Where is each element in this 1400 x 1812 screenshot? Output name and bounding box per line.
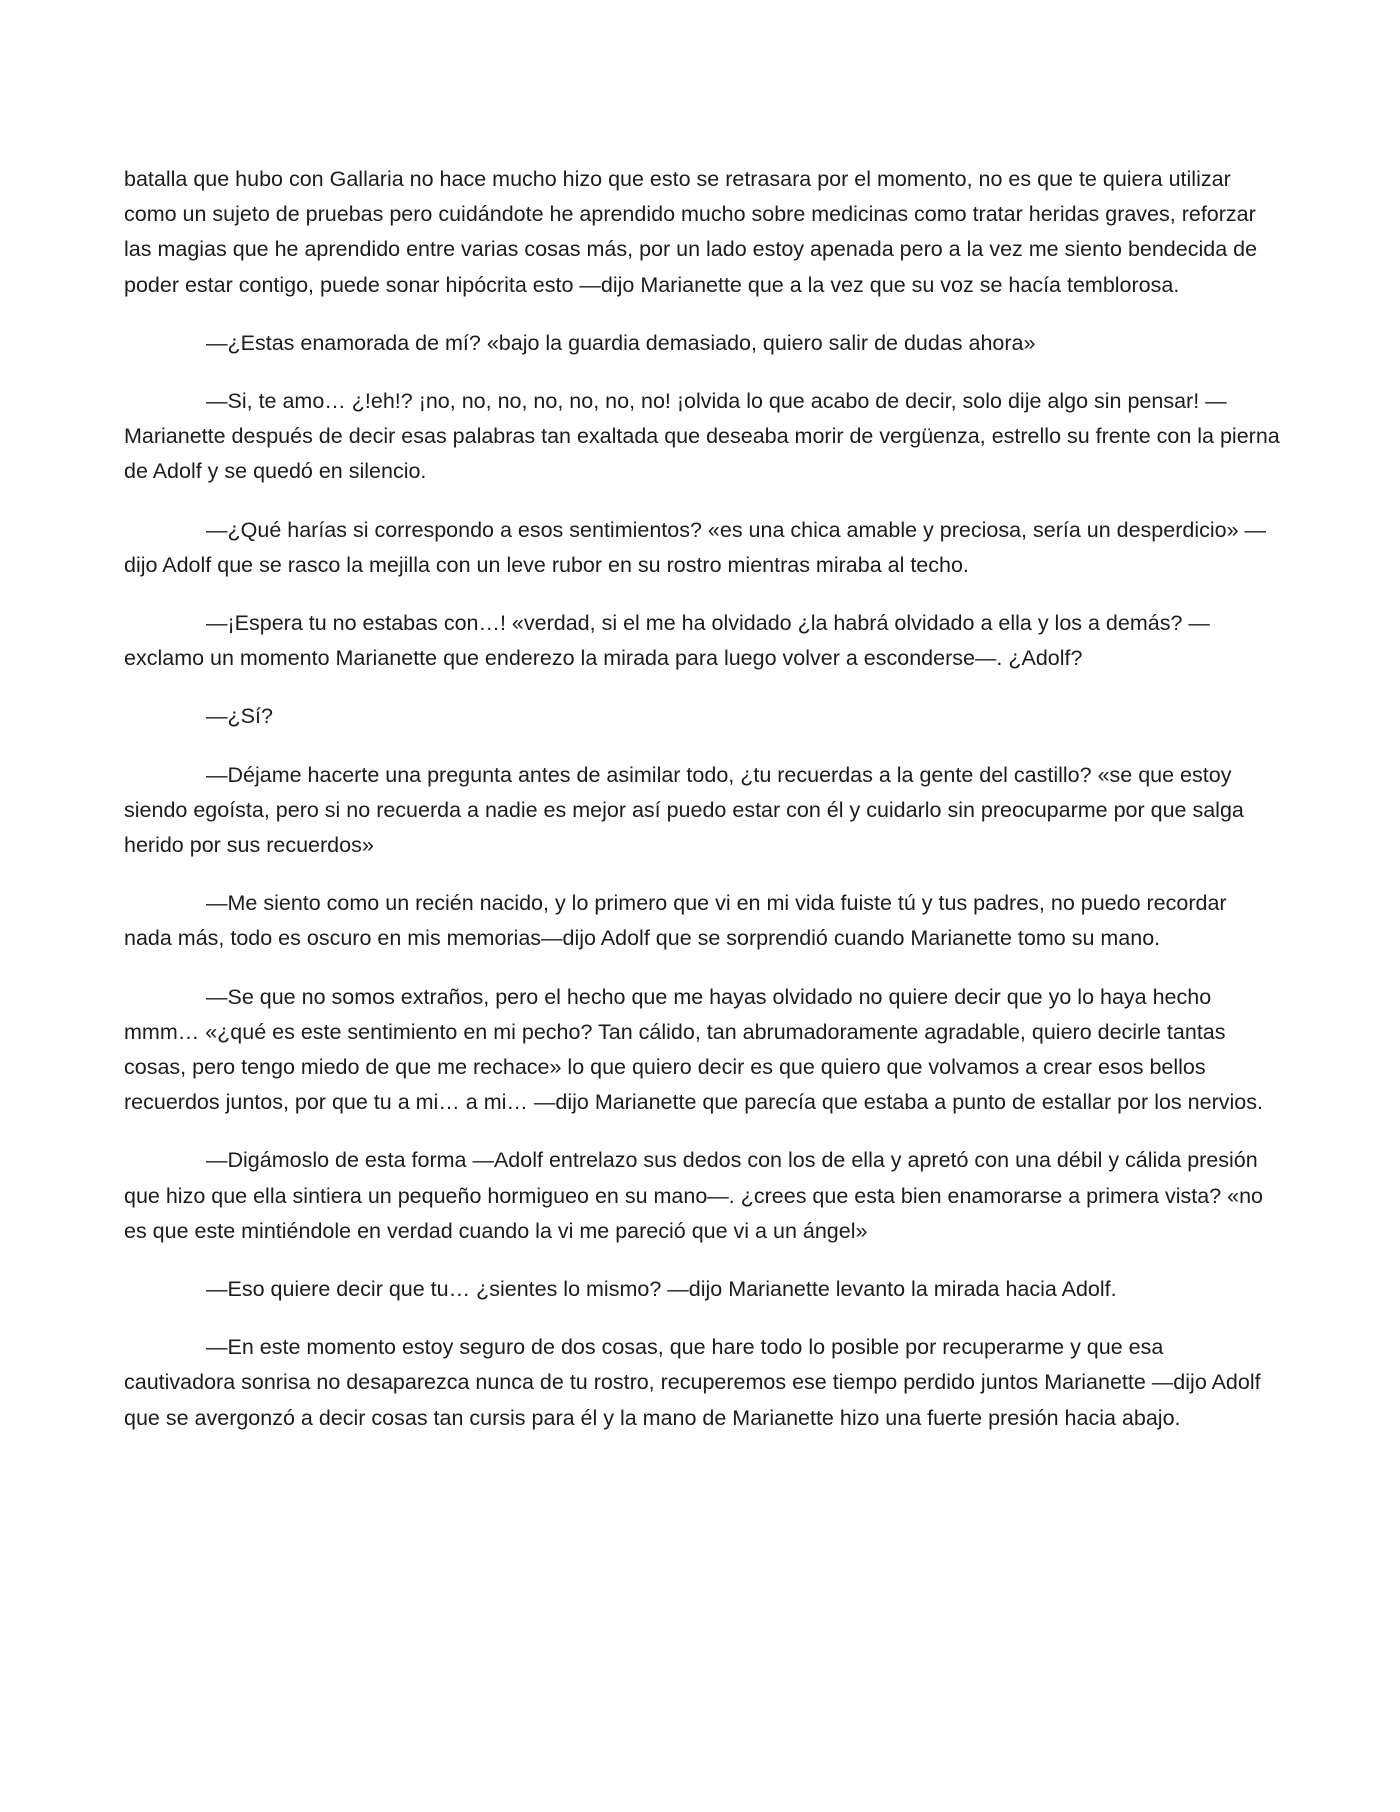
paragraph-2: —¿Estas enamorada de mí? «bajo la guardia demasiado, quiero salir de dudas ahora» (206, 330, 1036, 355)
paragraph-3: —Si, te amo… ¿!eh!? ¡no, no, no, no, no, no, no! ¡olvida lo que acabo de decir, solo dije algo sin pensar! —Marianette después de decir esas palabras tan exaltada que deseaba morir de vergüenza, estrello su frente con la pierna de Adolf y se quedó en silencio. (124, 389, 1280, 484)
document-page (124, 162, 1280, 1459)
paragraph-11: —Eso quiere decir que tu… ¿sientes lo mismo? —dijo Marianette levanto la mirada hacia Adolf. (206, 1277, 1117, 1302)
paragraph-9: —Se que no somos extraños, pero el hecho que me hayas olvidado no quiere decir que yo lo haya hecho mmm… «¿qué es este sentimiento en mi pecho? Tan cálido, tan abrumadoramente agradable, quiero decirle tantas cosas, pero tengo miedo de que me rechace» lo que quiero decir es que quiero que volvamos a crear esos bellos recuerdos juntos, por que tu a mi… a mi… —dijo Marianette que parecía que estaba a punto de estallar por los nervios. (124, 984, 1263, 1115)
paragraph-1: batalla que hubo con Gallaria no hace mucho hizo que esto se retrasara por el momento, no es que te quiera utilizar como un sujeto de pruebas pero cuidándote he aprendido mucho sobre medicinas como tratar heridas graves, reforzar las magias que he aprendido entre varias cosas más, por un lado estoy apenada pero a la vez me siento bendecida de poder estar contigo, puede sonar hipócrita esto —dijo Marianette que a la vez que su voz se hacía temblorosa. (124, 167, 1258, 297)
paragraph-6: —¿Sí? (206, 704, 273, 729)
paragraph-5: —¡Espera tu no estabas con…! «verdad, si el me ha olvidado ¿la habrá olvidado a ella y los a demás? —exclamo un momento Marianette que enderezo la mirada para luego volver a esconderse—. ¿Adolf? (124, 611, 1210, 671)
paragraph-8: —Me siento como un recién nacido, y lo primero que vi en mi vida fuiste tú y tus padres, no puedo recordar nada más, todo es oscuro en mis memorias—dijo Adolf que se sorprendió cuando Marianette tomo su mano. (124, 891, 1227, 951)
paragraph-4: —¿Qué harías si correspondo a esos sentimientos? «es una chica amable y preciosa, sería un desperdicio» —dijo Adolf que se rasco la mejilla con un leve rubor en su rostro mientras miraba al techo. (124, 517, 1267, 577)
paragraph-12: —En este momento estoy seguro de dos cosas, que hare todo lo posible por recuperarme y que esa cautivadora sonrisa no desaparezca nunca de tu rostro, recuperemos ese tiempo perdido juntos Marianette —dijo Adolf que se avergonzó a decir cosas tan cursis para él y la mano de Marianette hizo una fuerte presión hacia abajo. (124, 1335, 1261, 1430)
paragraph-10: —Digámoslo de esta forma —Adolf entrelazo sus dedos con los de ella y apretó con una débil y cálida presión que hizo que ella sintiera un pequeño hormigueo en su mano—. ¿crees que esta bien enamorarse a primera vista? «no es que este mintiéndole en verdad cuando la vi me pareció que vi a un ángel» (124, 1148, 1263, 1243)
paragraph-7: —Déjame hacerte una pregunta antes de asimilar todo, ¿tu recuerdas a la gente del castillo? «se que estoy siendo egoísta, pero si no recuerda a nadie es mejor así puedo estar con él y cuidarlo sin preocuparme por que salga herido por sus recuerdos» (124, 762, 1244, 858)
